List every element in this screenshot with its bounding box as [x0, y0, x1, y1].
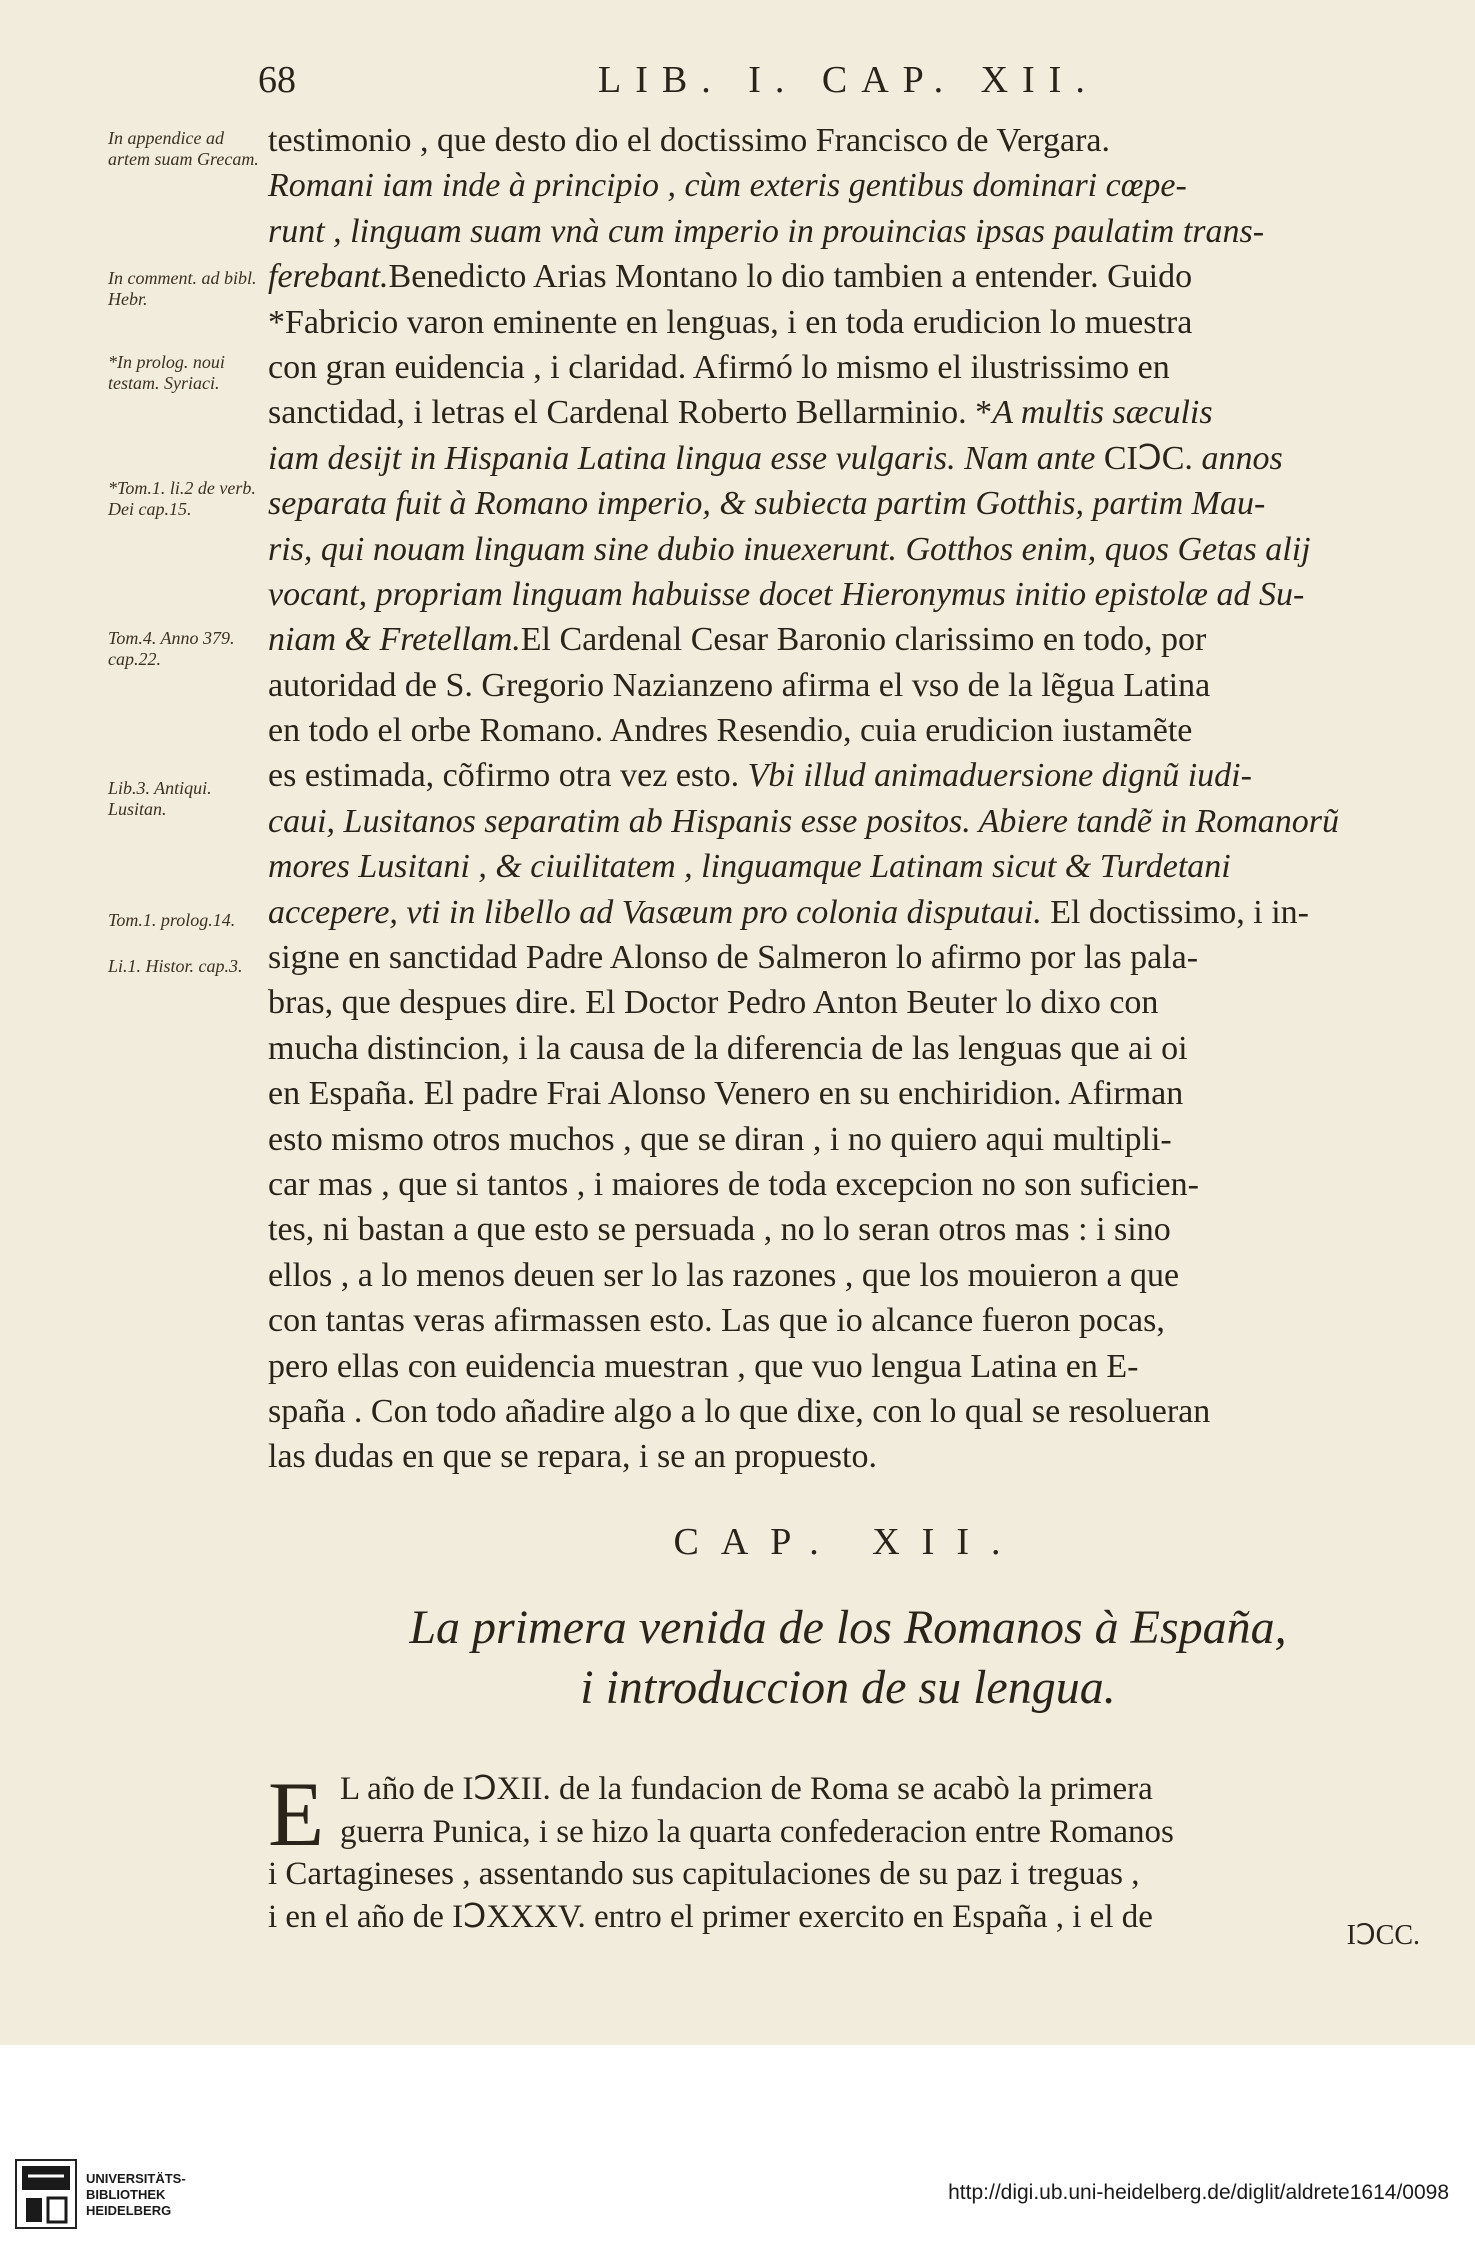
text-line: [268, 254, 1428, 299]
roman-segment: autoridad de S. Gregorio Nazianzeno afirma el vso de la lẽgua Latina: [268, 666, 1211, 704]
text-line: [268, 844, 1428, 889]
italic-segment: runt , linguam suam vnà cum imperio in prouincias ipsas paulatim trans-: [268, 212, 1265, 250]
chapter-heading: CAP. XII.: [673, 1521, 1023, 1563]
library-name-line: BIBLIOTHEK: [86, 2187, 166, 2202]
italic-segment: mores Lusitani , & ciuilitatem , linguamque Latinam sicut & Turdetani: [268, 848, 1231, 886]
text-line: [268, 1344, 1428, 1389]
chapter-line: i en el año de IↃXXXV. entro el primer exercito en España , i el de: [268, 1898, 1153, 1935]
library-name: [86, 2171, 186, 2219]
margin-note: In appendice ad artem suam Grecam.: [108, 128, 259, 169]
italic-segment: annos: [1201, 439, 1283, 477]
chapter-body: [268, 1763, 1428, 1938]
chapter-title-line: i introduccion de su lengua.: [580, 1661, 1116, 1714]
margin-note: Tom.4. Anno 379. cap.22.: [108, 628, 235, 669]
roman-segment: mucha distincion, i la causa de la diferencia de las lenguas que ai oi: [268, 1029, 1188, 1067]
catchword: IↃCC.: [1346, 1920, 1420, 1951]
running-head: LIB. I. CAP. XII.: [598, 59, 1099, 101]
text-line: [268, 1071, 1428, 1116]
chapter-line: guerra Punica, i se hizo la quarta confederacion entre Romanos: [340, 1813, 1174, 1850]
italic-segment: ferebant.: [268, 258, 389, 296]
text-line: [268, 209, 1428, 254]
roman-segment: sanctidad, i letras el Cardenal Roberto Bellarminio. *: [268, 394, 993, 432]
text-line: [268, 1162, 1428, 1207]
text-line: [268, 799, 1428, 844]
italic-segment: Romani iam inde à principio , cùm exteris gentibus dominari cœpe-: [268, 167, 1187, 205]
text-line: [268, 753, 1428, 798]
roman-segment: signe en sanctidad Padre Alonso de Salmeron lo afirmo por las pala-: [268, 939, 1199, 977]
text-line: [268, 345, 1428, 390]
roman-segment: con tantas veras afirmassen esto. Las que io alcance fueron pocas,: [268, 1302, 1165, 1340]
margin-note: Tom.1. prolog.14.: [108, 910, 236, 930]
margin-note: Lib.3. Antiqui. Lusitan.: [108, 778, 212, 819]
library-name-line: HEIDELBERG: [86, 2203, 172, 2218]
text-line: [268, 708, 1428, 753]
italic-segment: niam & Fretellam.: [268, 621, 521, 659]
chapter-title: [268, 1598, 1428, 1718]
library-footer: [0, 2045, 1475, 2255]
library-name-line: UNIVERSITÄTS-: [86, 2171, 186, 2186]
italic-segment: vocant, propriam linguam habuisse docet Hieronymus initio epistolæ ad Su-: [268, 575, 1305, 613]
margin-note: In comment. ad bibl. Hebr.: [108, 268, 257, 309]
italic-segment: separata fuit à Romano imperio, & subiecta partim Gotthis, partim Mau-: [268, 485, 1266, 523]
margin-note: *In prolog. noui testam. Syriaci.: [108, 352, 225, 393]
chapter-title-line: La primera venida de los Romanos à España,: [409, 1601, 1287, 1654]
roman-segment: ellos , a lo menos deuen ser lo las razones , que los mouieron a que: [268, 1256, 1180, 1294]
text-line: [268, 617, 1428, 662]
roman-segment: car mas , que si tantos , i maiores de toda excepcion no son suficien-: [268, 1165, 1199, 1203]
text-line: [268, 980, 1428, 1025]
text-line: [268, 935, 1428, 980]
source-url[interactable]: http://digi.ub.uni-heidelberg.de/diglit/aldrete1614/0098: [948, 2181, 1449, 2204]
text-line: [268, 663, 1428, 708]
text-line: [268, 481, 1428, 526]
text-line: [268, 118, 1428, 163]
roman-segment: pero ellas con euidencia muestran , que vuo lengua Latina en E-: [268, 1347, 1139, 1385]
body-text: [268, 118, 1428, 1480]
roman-segment: *Fabricio varon eminente en lenguas, i en toda erudicion lo muestra: [268, 303, 1193, 341]
roman-segment: testimonio , que desto dio el doctissimo Francisco de Vergara.: [268, 122, 1110, 159]
italic-segment: caui, Lusitanos separatim ab Hispanis esse positos. Abiere tandẽ in Romanorũ: [268, 802, 1339, 840]
text-line: [268, 300, 1428, 345]
text-line: [268, 436, 1428, 481]
roman-segment: en España. El padre Frai Alonso Venero en su enchiridion. Afirman: [268, 1075, 1184, 1113]
text-line: [268, 1389, 1428, 1434]
folio-number: 68: [258, 59, 296, 101]
chapter-line: L año de IↃXII. de la fundacion de Roma se acabò la primera: [340, 1771, 1153, 1807]
text-line: [268, 1298, 1428, 1343]
roman-segment: bras, que despues dire. El Doctor Pedro Anton Beuter lo dixo con: [268, 984, 1159, 1022]
roman-segment: spaña . Con todo añadire algo a lo que dixe, con lo qual se resolueran: [268, 1392, 1211, 1430]
roman-segment: esto mismo otros muchos , que se diran , i no quiero aqui multipli-: [268, 1120, 1172, 1158]
text-line: [268, 1253, 1428, 1298]
margin-note: *Tom.1. li.2 de verb. Dei cap.15.: [108, 478, 256, 519]
text-line: [268, 390, 1428, 435]
roman-segment: es estimada, cõfirmo otra vez esto.: [268, 757, 748, 795]
italic-segment: Vbi illud animaduersione dignũ iudi-: [747, 757, 1252, 795]
text-line: [268, 1434, 1428, 1479]
text-line: [268, 890, 1428, 935]
roman-segment: El Cardenal Cesar Baronio clarissimo en todo, por: [520, 621, 1207, 659]
italic-segment: ris, qui nouam linguam sine dubio inuexerunt. Gotthos enim, quos Getas alij: [268, 530, 1311, 568]
italic-segment: iam desijt in Hispania Latina lingua esse vulgaris. Nam ante: [268, 439, 1104, 477]
text-line: [268, 1117, 1428, 1162]
roman-segment: El doctissimo, i in-: [1050, 893, 1309, 931]
roman-segment: con gran euidencia , i claridad. Afirmó lo mismo el ilustrissimo en: [268, 348, 1170, 386]
roman-segment: tes, ni bastan a que esto se persuada , no lo seran otros mas : i sino: [268, 1211, 1171, 1249]
text-line: [268, 1026, 1428, 1071]
roman-segment: las dudas en que se repara, i se an propuesto.: [268, 1438, 877, 1476]
roman-segment: CIↃC.: [1103, 439, 1202, 477]
drop-cap: E: [268, 1763, 325, 1865]
roman-segment: Benedicto Arias Montano lo dio tambien a entender. Guido: [388, 258, 1193, 296]
text-line: [268, 527, 1428, 572]
page-header: [258, 58, 1158, 114]
text-line: [268, 163, 1428, 208]
chapter-line: i Cartagineses , assentando sus capitulaciones de su paz i treguas ,: [268, 1856, 1140, 1892]
italic-segment: accepere, vti in libello ad Vasæum pro colonia disputaui.: [268, 893, 1051, 931]
text-line: [268, 572, 1428, 617]
margin-note: Li.1. Histor. cap.3.: [108, 956, 243, 976]
roman-segment: en todo el orbe Romano. Andres Resendio, cuia erudicion iustamẽte: [268, 712, 1193, 750]
text-line: [268, 1207, 1428, 1252]
italic-segment: A multis sæculis: [992, 394, 1213, 432]
